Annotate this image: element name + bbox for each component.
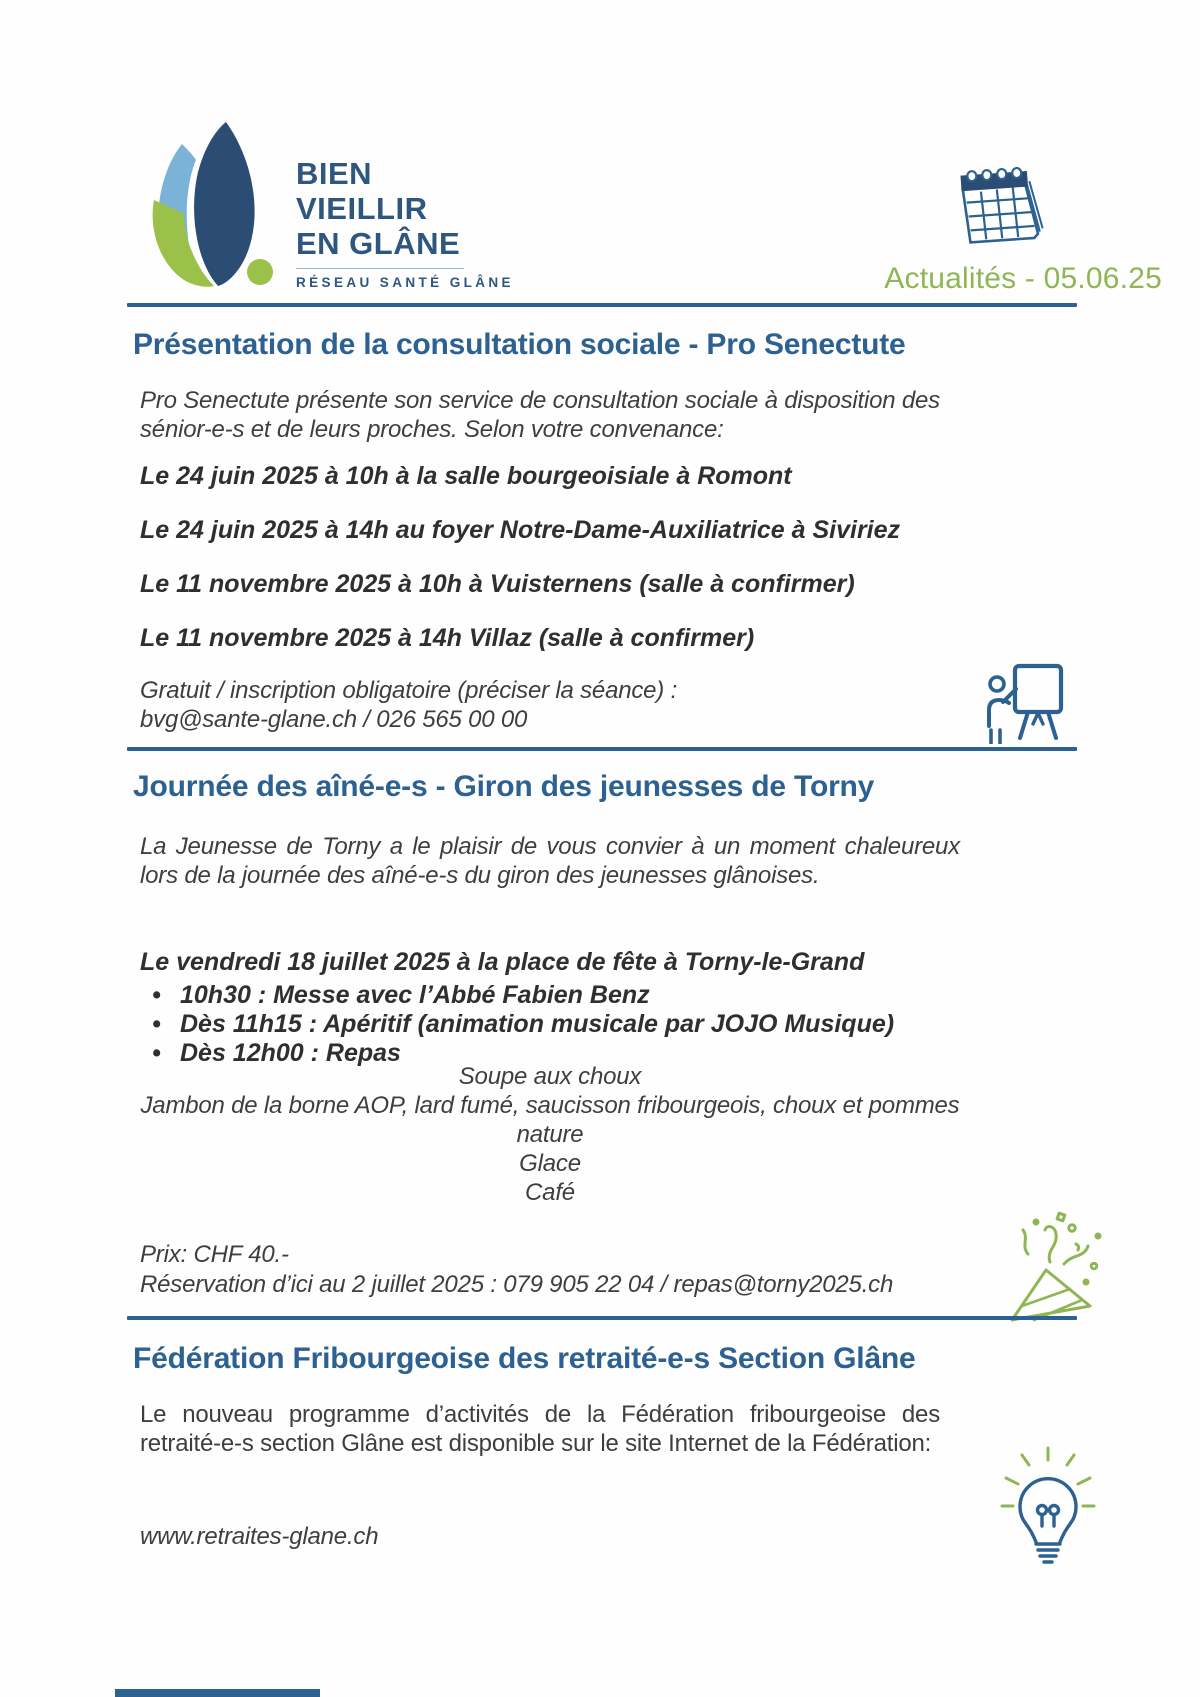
section-title: Présentation de la consultation sociale - Pro Senectute — [133, 328, 906, 361]
event-title: Le vendredi 18 juillet 2025 à la place de fête à Torny-le-Grand — [140, 948, 865, 976]
bien-vieillir-logo-icon — [148, 120, 280, 288]
logo-line-3: EN GLÂNE — [296, 226, 461, 261]
menu-line: Jambon de la borne AOP, lard fumé, saucisson fribourgeois, choux et pommes nature — [140, 1092, 960, 1148]
section-divider — [127, 1316, 1077, 1320]
logo-wordmark — [296, 156, 514, 290]
event-line: Le 24 juin 2025 à 10h à la salle bourgeoisiale à Romont — [140, 462, 792, 490]
event-line: Le 24 juin 2025 à 14h au foyer Notre-Dame-Auxiliatrice à Siviriez — [140, 516, 901, 544]
news-date-label: Actualités - 05.06.25 — [884, 262, 1162, 295]
party-popper-icon — [1006, 1208, 1102, 1324]
calendar-icon — [956, 166, 1052, 248]
program-list — [152, 981, 894, 1068]
logo-line-2: VIEILLIR — [296, 191, 428, 226]
registration-note — [140, 676, 677, 734]
logo-divider — [296, 268, 464, 269]
program-item: • Dès 12h00 : Repas — [152, 1039, 894, 1068]
section-intro: Pro Senectute présente son service de consultation sociale à disposition des sénior-e-s et de leurs proches. Selon votre convenance: — [140, 387, 940, 443]
section-divider — [127, 303, 1077, 307]
reservation-info: Réservation d’ici au 2 juillet 2025 : 079 905 22 04 / repas@torny2025.ch — [140, 1271, 894, 1298]
event-date-list — [140, 462, 900, 678]
menu-line: Soupe aux choux — [458, 1063, 642, 1090]
registration-note-line: Gratuit / inscription obligatoire (préciser la séance) : — [140, 677, 678, 704]
lightbulb-icon — [998, 1446, 1098, 1566]
menu-line: Café — [525, 1179, 575, 1206]
menu-block — [140, 1062, 960, 1207]
menu-line: Glace — [519, 1150, 581, 1177]
footer-bar-fragment — [115, 1689, 320, 1697]
website-link: www.retraites-glane.ch — [140, 1523, 379, 1550]
price-label: Prix: CHF 40.- — [140, 1241, 289, 1268]
logo-line-1: BIEN — [296, 156, 373, 191]
section-title: Fédération Fribourgeoise des retraité-e-s Section Glâne — [133, 1342, 916, 1375]
event-line: Le 11 novembre 2025 à 10h à Vuisternens (salle à confirmer) — [140, 570, 855, 598]
section-intro: Le nouveau programme d’activités de la Fédération fribourgeoise des retraité-e-s section Glâne est disponible sur le site Internet de la Fédération: — [140, 1401, 940, 1457]
section-title: Journée des aîné-e-s - Giron des jeunesses de Torny — [133, 770, 875, 803]
event-line: Le 11 novembre 2025 à 14h Villaz (salle à confirmer) — [140, 624, 755, 652]
program-item: • Dès 11h15 : Apéritif (animation musicale par JOJO Musique) — [152, 1010, 894, 1039]
section-divider — [127, 747, 1077, 751]
section-intro: La Jeunesse de Torny a le plaisir de vous convier à un moment chaleureux lors de la journée des aîné-e-s du giron des jeunesses glânoises. — [140, 833, 960, 889]
logo-subtitle: RÉSEAU SANTÉ GLÂNE — [296, 275, 514, 290]
program-item: • 10h30 : Messe avec l’Abbé Fabien Benz — [152, 981, 894, 1010]
presenter-icon — [983, 656, 1067, 744]
registration-contact: bvg@sante-glane.ch / 026 565 00 00 — [140, 706, 528, 733]
